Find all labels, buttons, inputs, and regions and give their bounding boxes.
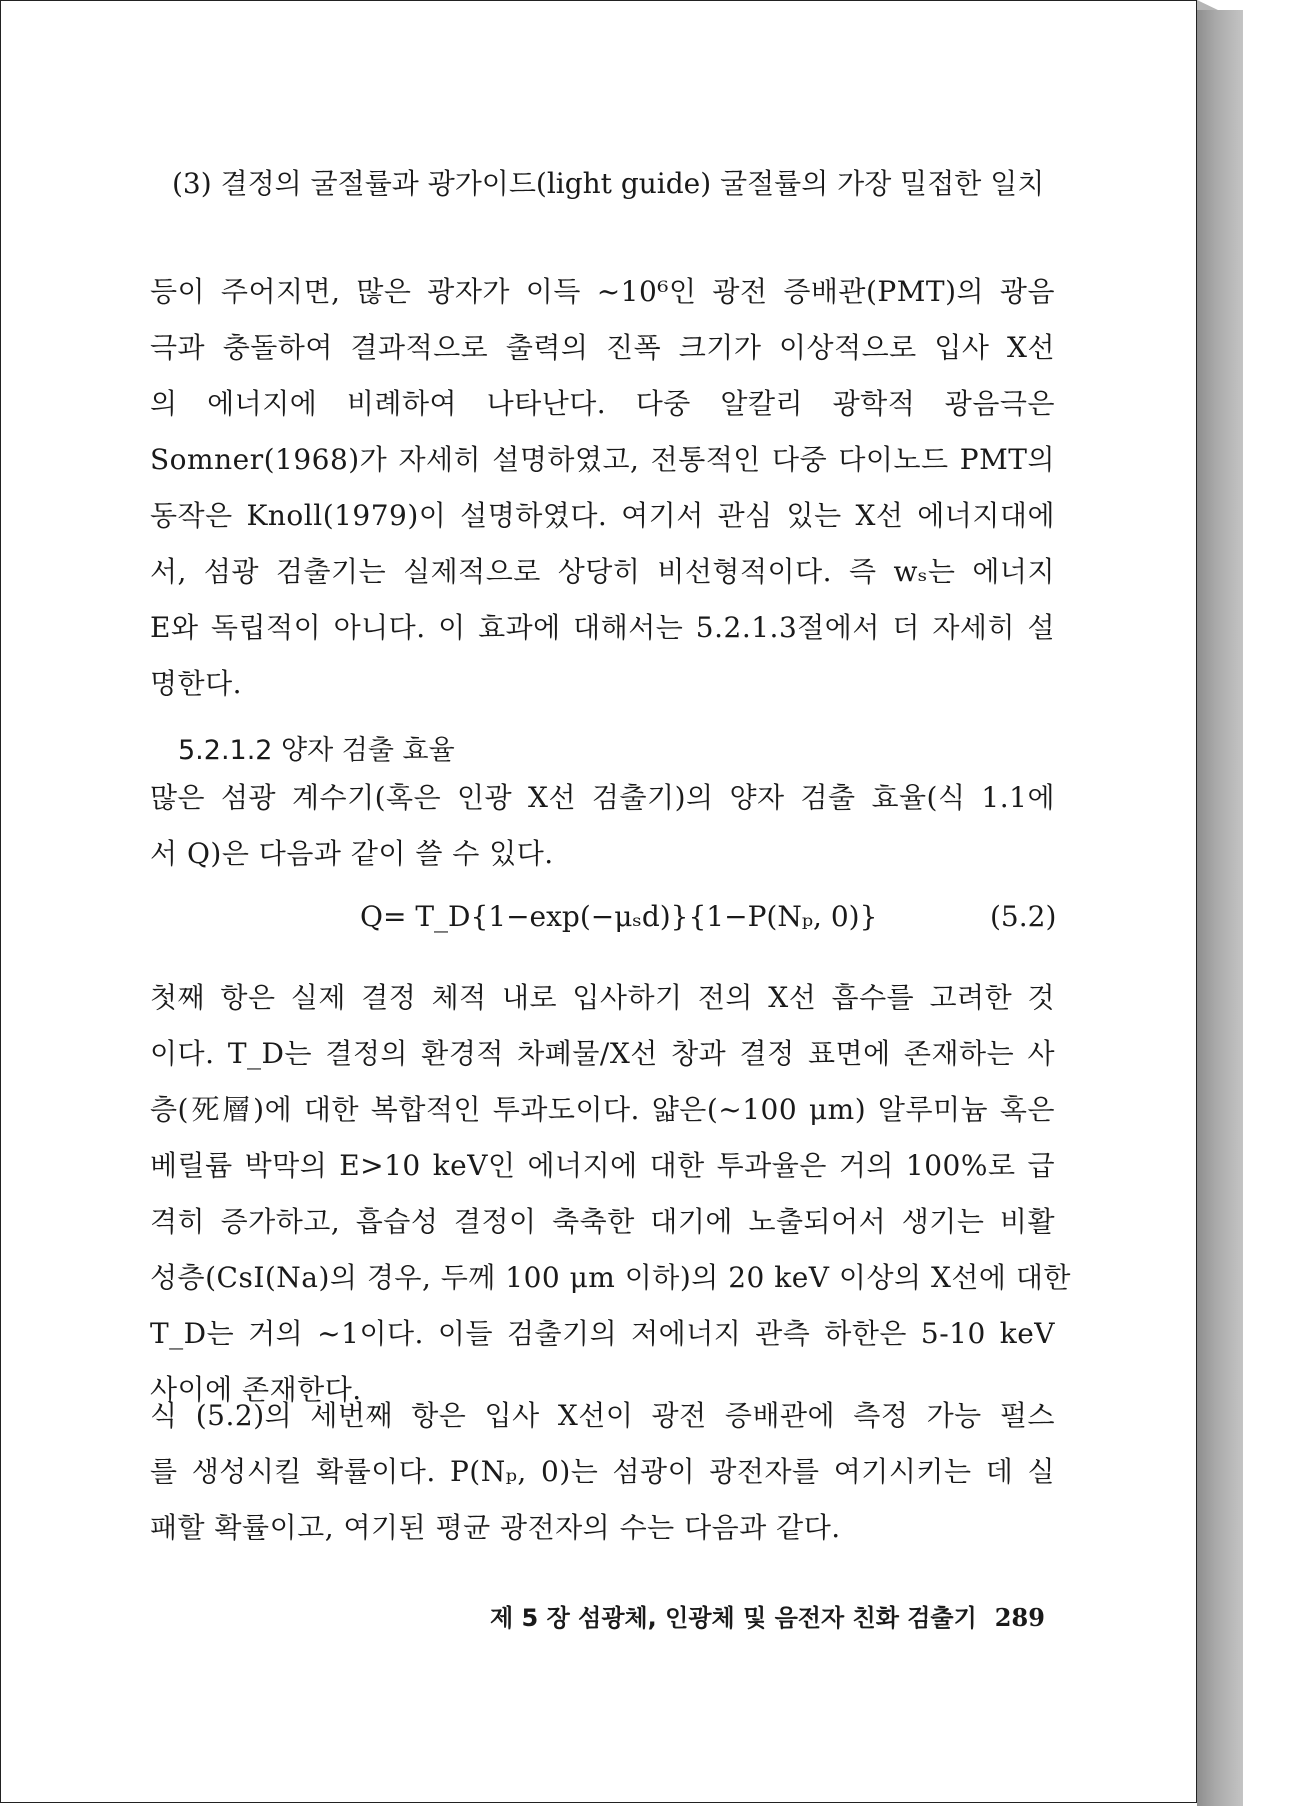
text-line: 첫째 항은 실제 결정 체적 내로 입사하기 전의 X선 흡수를 고려한 것: [150, 981, 1055, 1014]
text-line: 극과 충돌하여 결과적으로 출력의 진폭 크기가 이상적으로 입사 X선: [150, 331, 1055, 364]
paragraph-3: [150, 970, 1071, 1418]
text-line: 를 생성시킬 확률이다. P(Nₚ, 0)는 섬광이 광전자를 여기시키는 데 실: [150, 1455, 1055, 1488]
book-spine-edge: [1197, 10, 1243, 1806]
text-line: 등이 주어지면, 많은 광자가 이득 ~10⁶인 광전 증배관(PMT)의 광음: [150, 275, 1055, 308]
equation: Q= T_D{1−exp(−μₛd)}{1−P(Nₚ, 0)}: [360, 900, 878, 933]
paragraph-4: [150, 1388, 1055, 1556]
text-line: 층(死層)에 대한 복합적인 투과도이다. 얇은(~100 μm) 알루미늄 혹은: [150, 1093, 1055, 1126]
list-item-3: (3) 결정의 굴절률과 광가이드(light guide) 굴절률의 가장 밀접한 일치: [172, 167, 1045, 200]
chapter-title: 제 5 장 섬광체, 인광체 및 음전자 친화 검출기: [490, 1604, 977, 1632]
text-line: 서 Q)은 다음과 같이 쓸 수 있다.: [150, 837, 554, 870]
text-line: 서, 섬광 검출기는 실제적으로 상당히 비선형적이다. 즉 wₛ는 에너지: [150, 555, 1055, 588]
text-line: 의 에너지에 비례하여 나타난다. 다중 알칼리 광학적 광음극은: [150, 387, 1055, 420]
text-line: 많은 섬광 계수기(혹은 인광 X선 검출기)의 양자 검출 효율(식 1.1에: [150, 781, 1055, 814]
text-line: 사이에 존재한다.: [150, 1373, 362, 1406]
equation-number: (5.2): [990, 900, 1057, 933]
text-line: 성층(CsI(Na)의 경우, 두께 100 μm 이하)의 20 keV 이상의 X선에 대한: [150, 1261, 1071, 1294]
text-line: 식 (5.2)의 세번째 항은 입사 X선이 광전 증배관에 측정 가능 펄스: [150, 1399, 1055, 1432]
text-line: 베릴륨 박막의 E>10 keV인 에너지에 대한 투과율은 거의 100%로 급: [150, 1149, 1055, 1182]
text-line: 격히 증가하고, 흡습성 결정이 축축한 대기에 노출되어서 생기는 비활: [150, 1205, 1055, 1238]
text-line: E와 독립적이 아니다. 이 효과에 대해서는 5.2.1.3절에서 더 자세히 설: [150, 611, 1055, 644]
text-line: 이다. T_D는 결정의 환경적 차폐물/X선 창과 결정 표면에 존재하는 사: [150, 1037, 1055, 1070]
section-heading: 5.2.1.2 양자 검출 효율: [178, 735, 455, 766]
text-line: T_D는 거의 ~1이다. 이들 검출기의 저에너지 관측 하한은 5-10 keV: [150, 1317, 1055, 1350]
page-number: 289: [994, 1603, 1045, 1632]
text-line: 명한다.: [150, 667, 243, 700]
text-line: 패할 확률이고, 여기된 평균 광전자의 수는 다음과 같다.: [150, 1511, 841, 1544]
text-line: Somner(1968)가 자세히 설명하였고, 전통적인 다중 다이노드 PMT의: [150, 443, 1055, 476]
paragraph-1: [150, 264, 1055, 712]
paragraph-2: [150, 770, 1055, 882]
page-footer: [490, 1598, 1045, 1633]
text-line: 동작은 Knoll(1979)이 설명하였다. 여기서 관심 있는 X선 에너지대에: [150, 499, 1055, 532]
